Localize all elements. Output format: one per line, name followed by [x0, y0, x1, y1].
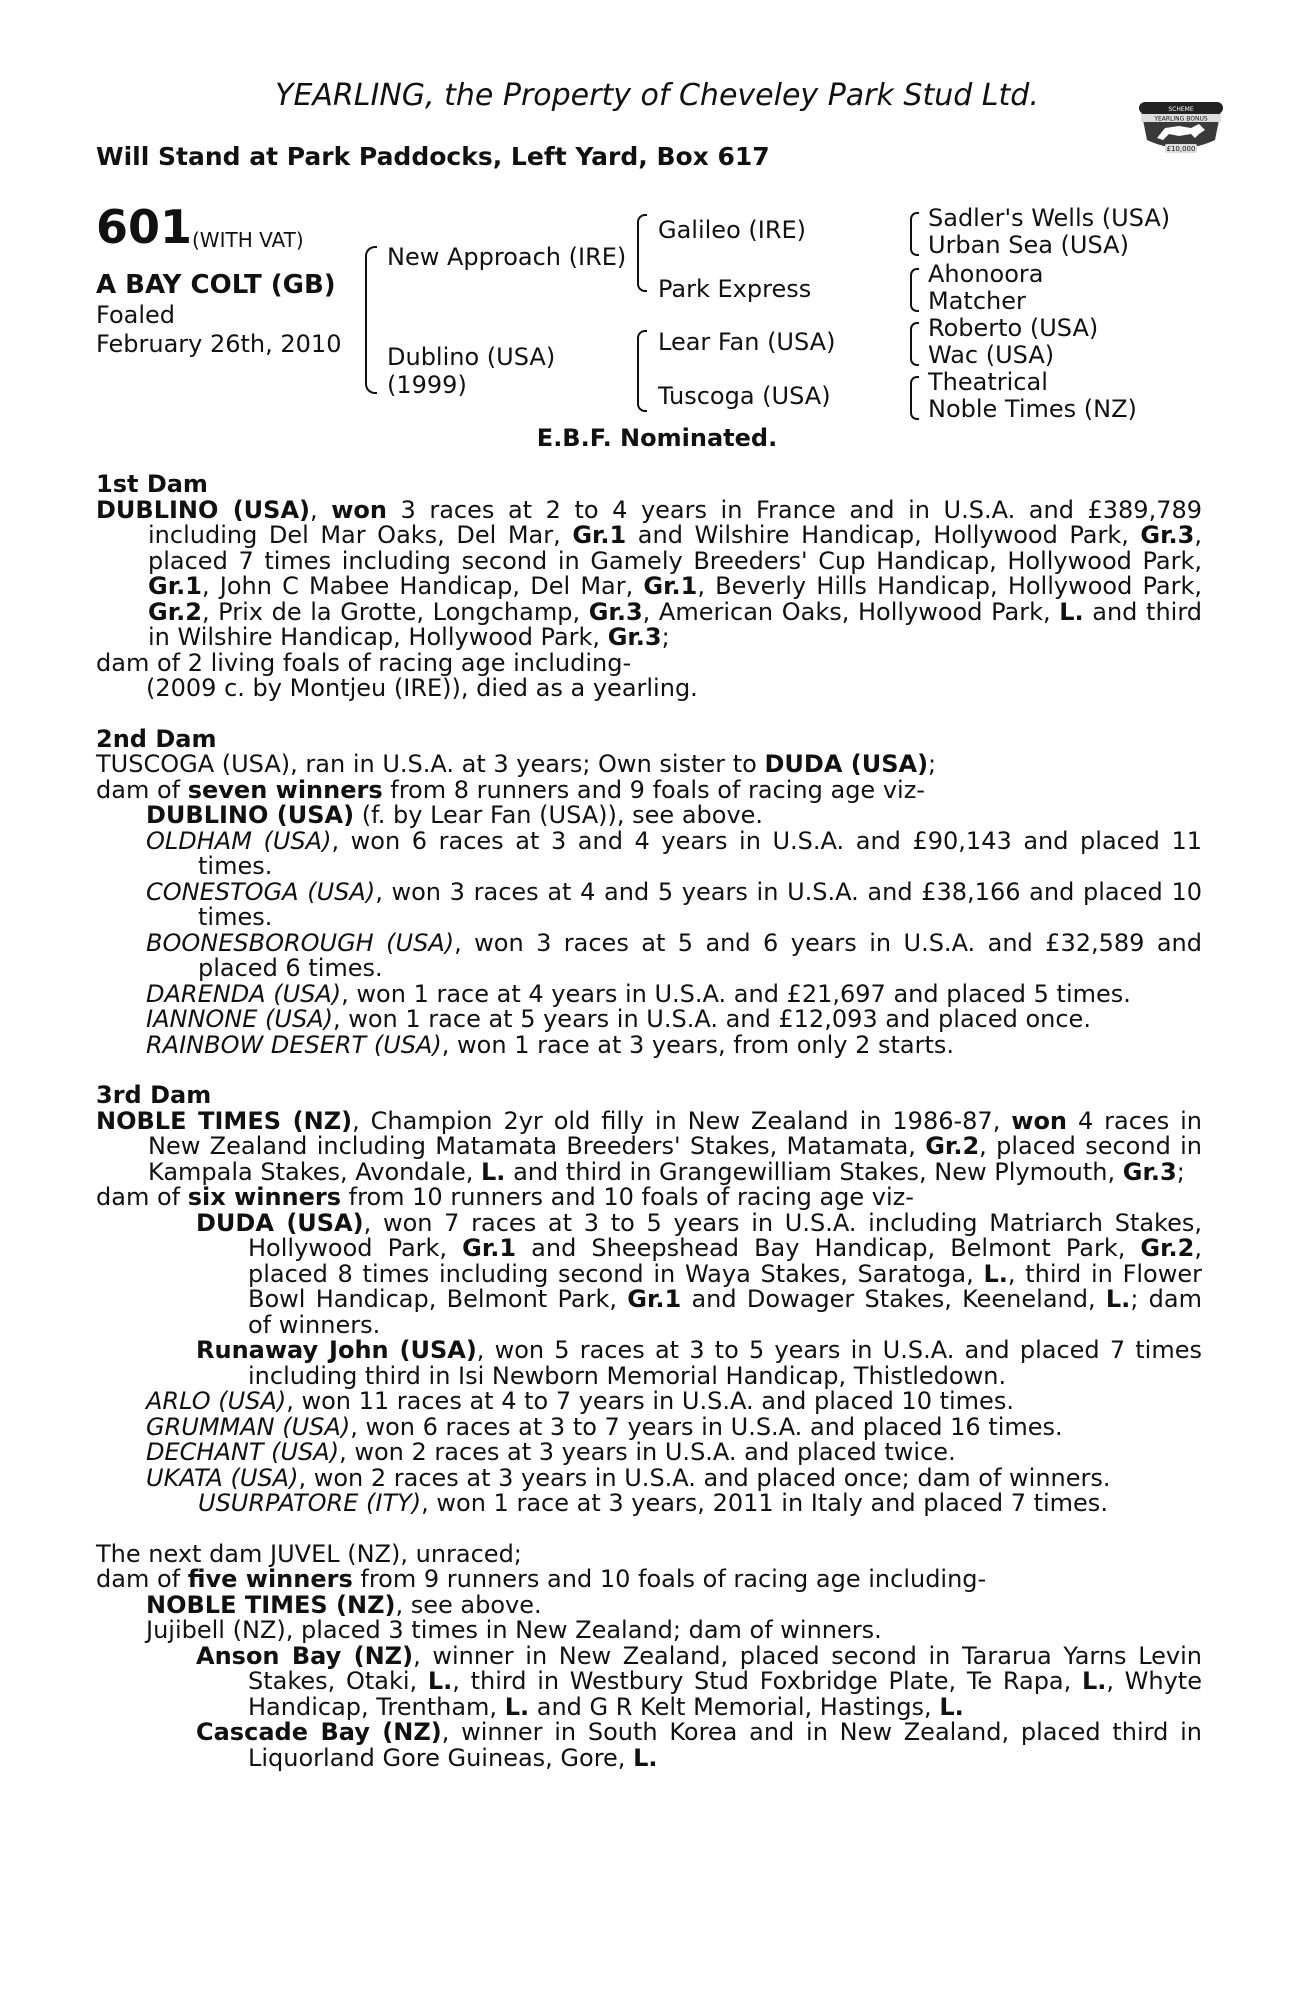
pedigree-brace-g4 — [910, 376, 919, 420]
foaled-date: February 26th, 2010 — [96, 330, 342, 358]
progeny-noble-times: NOBLE TIMES (NZ), see above. — [146, 1590, 542, 1619]
second-dam-heading: 2nd Dam — [96, 724, 217, 753]
progeny-darenda: DARENDA (USA), won 1 race at 4 years in U.S.A. and £21,697 and placed 5 times. — [146, 979, 1131, 1008]
progeny-boonesborough: BOONESBOROUGH (USA), won 3 races at 5 and 6 years in U.S.A. and £32,589 and placed 6 times. — [146, 928, 1203, 982]
next-dam-record: The next dam JUVEL (NZ), unraced; — [96, 1539, 522, 1568]
stand-location: Will Stand at Park Paddocks, Left Yard, Box 617 — [96, 142, 770, 171]
progeny-runaway-john: Runaway John (USA), won 5 races at 3 to 5 years in U.S.A. and placed 7 times including third in Isi Newborn Memorial Handicap, Thistledown. — [196, 1336, 1202, 1390]
third-dam-record: NOBLE TIMES (NZ), Champion 2yr old filly in New Zealand in 1986-87, won 4 races in New Zealand including Matamata Breeders' Stakes, Matamata, Gr.2, placed second in Kampala Stakes, Avondale, L. and third in Grangewilliam Stakes, New Plymouth, Gr.3; — [96, 1106, 1203, 1186]
progeny-dublino: DUBLINO (USA) (f. by Lear Fan (USA)), see above. — [146, 801, 764, 829]
pedigree-brace-g3 — [910, 322, 919, 366]
progeny-dechant: DECHANT (USA), won 2 races at 3 years in U.S.A. and placed twice. — [146, 1438, 956, 1466]
pedigree-sire-dam: Park Express — [658, 275, 812, 303]
progeny-duda: DUDA (USA), won 7 races at 3 to 5 years in U.S.A. including Matriarch Stakes, Hollywood Park, Gr.1 and Sheepshead Bay Handicap, Belmont Park, Gr.2, placed 8 times including second in Waya Stakes, Saratoga, L., third in Flower Bowl Handicap, Belmont Park, Gr.1 and Dowager Stakes, Keeneland, L.; dam of winners. — [196, 1208, 1202, 1339]
badge-amount-text: £10,000 — [1166, 145, 1196, 153]
third-dam-heading: 3rd Dam — [96, 1081, 212, 1109]
progeny-usurpatore: USURPATORE (ITY), won 1 race at 3 years, 2011 in Italy and placed 7 times. — [198, 1489, 1108, 1517]
foaled-label: Foaled — [96, 301, 176, 329]
catalogue-body — [96, 472, 1202, 1771]
third-dam-dam-of: dam of six winners from 10 runners and 10 foals of racing age viz- — [96, 1183, 914, 1211]
catalogue-header-title: YEARLING, the Property of Cheveley Park Stud Ltd. — [275, 78, 1039, 113]
lot-number: 601 — [96, 200, 193, 254]
first-dam-dam-of: dam of 2 living foals of racing age including- — [96, 648, 632, 677]
first-dam-record: DUBLINO (USA), won 3 races at 2 to 4 years in France and in U.S.A. and £389,789 including Del Mar Oaks, Del Mar, Gr.1 and Wilshire Handicap, Hollywood Park, Gr.3, placed 7 times including second in Gamely Breeders' Cup Handicap, Hollywood Park, Gr.1, John C Mabee Handicap, Del Mar, Gr.1, Beverly Hills Handicap, Hollywood Park, Gr.2, Prix de la Grotte, Longchamp, Gr.3, American Oaks, Hollywood Park, L. and third in Wilshire Handicap, Hollywood Park, Gr.3; — [96, 495, 1202, 651]
second-dam-record: TUSCOGA (USA), ran in U.S.A. at 3 years; Own sister to DUDA (USA); — [96, 750, 937, 778]
progeny-grumman: GRUMMAN (USA), won 6 races at 3 to 7 years in U.S.A. and placed 16 times. — [146, 1412, 1063, 1441]
pedigree-sire: New Approach (IRE) — [387, 243, 627, 271]
pedigree-dam-year: (1999) — [387, 371, 467, 399]
progeny-arlo: ARLO (USA), won 11 races at 4 to 7 years in U.S.A. and placed 10 times. — [146, 1387, 1014, 1415]
lot-vat-label: (WITH VAT) — [192, 228, 304, 252]
pedigree-ggen-2: Urban Sea (USA) — [928, 231, 1129, 259]
badge-scheme-text: SCHEME — [1168, 106, 1194, 113]
pedigree-brace-sire — [637, 214, 647, 292]
pedigree-ggen-6: Wac (USA) — [928, 341, 1055, 369]
first-dam-won: won — [331, 495, 387, 524]
progeny-jujibell: Jujibell (NZ), placed 3 times in New Zealand; dam of winners. — [146, 1616, 882, 1644]
pedigree-brace-dam — [637, 330, 647, 412]
foaled-block — [96, 301, 341, 359]
pedigree-brace-g1 — [910, 212, 919, 256]
first-dam-heading: 1st Dam — [96, 470, 208, 498]
badge-bonus-text: YEARLING BONUS — [1154, 115, 1208, 123]
pedigree-ggen-1: Sadler's Wells (USA) — [928, 204, 1171, 232]
first-dam-foal: (2009 c. by Montjeu (IRE)), died as a yearling. — [146, 674, 698, 702]
pedigree-sire-sire: Galileo (IRE) — [658, 216, 807, 244]
yearling-bonus-badge-icon — [1135, 98, 1227, 156]
pedigree-ggen-3: Ahonoora — [928, 260, 1044, 288]
pedigree-brace-g2 — [910, 268, 919, 312]
progeny-rainbow-desert: RAINBOW DESERT (USA), won 1 race at 3 years, from only 2 starts. — [146, 1030, 955, 1059]
pedigree-dam-dam: Tuscoga (USA) — [658, 382, 831, 410]
pedigree-ggen-8: Noble Times (NZ) — [928, 395, 1137, 423]
pedigree-ggen-5: Roberto (USA) — [928, 314, 1099, 342]
pedigree-ggen-7: Theatrical — [928, 368, 1048, 396]
ebf-nominated: E.B.F. Nominated. — [536, 424, 778, 452]
pedigree-brace-main — [365, 246, 377, 394]
progeny-anson-bay: Anson Bay (NZ), winner in New Zealand, placed second in Tararua Yarns Levin Stakes, Otaki, L., third in Westbury Stud Foxbridge Plate, Te Rapa, L., Whyte Handicap, Trentham, L. and G R Kelt Memorial, Hastings, L. — [196, 1641, 1202, 1721]
progeny-iannone: IANNONE (USA), won 1 race at 5 years in U.S.A. and £12,093 and placed once. — [146, 1005, 1091, 1033]
pedigree-ggen-4: Matcher — [928, 287, 1026, 315]
progeny-conestoga: CONESTOGA (USA), won 3 races at 4 and 5 years in U.S.A. and £38,166 and placed 10 times. — [146, 877, 1202, 931]
progeny-ukata: UKATA (USA), won 2 races at 3 years in U.S.A. and placed once; dam of winners. — [146, 1463, 1111, 1492]
progeny-oldham: OLDHAM (USA), won 6 races at 3 and 4 years in U.S.A. and £90,143 and placed 11 times. — [146, 826, 1202, 880]
pedigree-dam-name: Dublino (USA) — [387, 343, 556, 371]
pedigree-dam-sire: Lear Fan (USA) — [658, 328, 836, 356]
next-dam-dam-of: dam of five winners from 9 runners and 10 foals of racing age including- — [96, 1565, 987, 1593]
first-dam-name: DUBLINO (USA) — [96, 495, 310, 524]
second-dam-dam-of: dam of seven winners from 8 runners and 9 foals of racing age viz- — [96, 775, 925, 804]
progeny-cascade-bay: Cascade Bay (NZ), winner in South Korea and in New Zealand, placed third in Liquorland Gore Guineas, Gore, L. — [196, 1718, 1202, 1772]
lot-description: A BAY COLT (GB) — [96, 270, 336, 300]
